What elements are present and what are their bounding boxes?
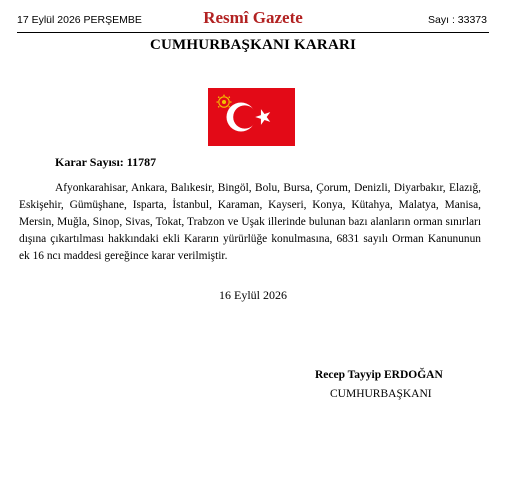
document-title: CUMHURBAŞKANI KARARI <box>149 37 357 53</box>
flag-graphic <box>208 88 295 146</box>
decision-body: Afyonkarahisar, Ankara, Balıkesir, Bingöl, Bolu, Bursa, Çorum, Denizli, Diyarbakır, Elazığ, Eskişehir, Gümüşhane, Isparta, İstanbul, Karaman, Kayseri, Konya, Kütahya, Malatya, Manisa, Mersin, Muğla, Sinop, Sivas, Tokat, Trabzon ve Uşak illerinde bulunan bazı alanların orman sınırları dışına çıkartılması hakkındaki ekli Kararın yürürlüğe konulmasına, 6831 sayılı Orman Kanununun ek 16 ncı maddesi gereğince karar verilmiştir. <box>19 182 481 262</box>
signatory-surname: ERDOĞAN <box>384 369 443 381</box>
turkish-flag-icon <box>208 88 295 146</box>
signatory-given-name: Recep Tayyip <box>315 369 385 381</box>
issue-date: 17 Eylül 2026 PERŞEMBE <box>17 14 142 26</box>
gazette-title: Resmî Gazete <box>203 8 303 27</box>
header-divider <box>17 32 489 33</box>
issue-number: Sayı : 33373 <box>428 14 487 26</box>
decision-number: Karar Sayısı: 11787 <box>55 155 157 169</box>
decision-date: 16 Eylül 2026 <box>219 288 287 302</box>
signatory-title: CUMHURBAŞKANI <box>330 388 432 400</box>
signatory-name <box>315 369 443 381</box>
